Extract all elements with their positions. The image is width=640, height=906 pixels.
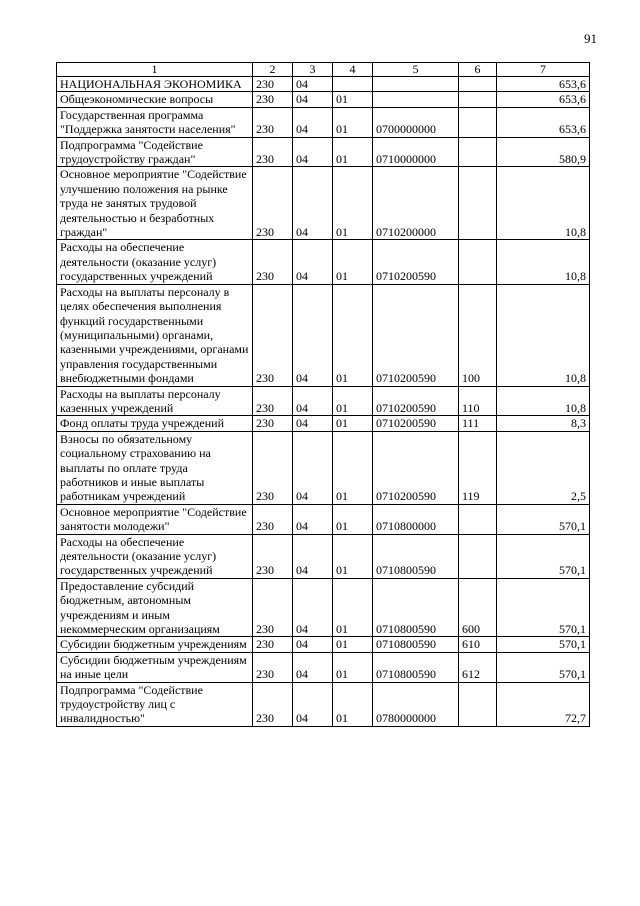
- row-name: Основное мероприятие "Содействие занятости молодежи": [57, 504, 253, 534]
- row-admin-code: 230: [253, 416, 293, 431]
- row-expense-type: 111: [459, 416, 497, 431]
- row-section: 04: [293, 284, 333, 386]
- row-target-article: 0710000000: [373, 137, 459, 167]
- row-admin-code: 230: [253, 167, 293, 240]
- row-subsection: 01: [333, 284, 373, 386]
- page-number: 91: [584, 31, 597, 46]
- table-row: [57, 284, 590, 386]
- row-admin-code: 230: [253, 578, 293, 637]
- row-section: 04: [293, 92, 333, 107]
- row-amount: 570,1: [497, 504, 590, 534]
- row-section: 04: [293, 431, 333, 504]
- row-subsection: 01: [333, 240, 373, 284]
- row-subsection: 01: [333, 534, 373, 578]
- row-target-article: 0710200590: [373, 240, 459, 284]
- row-amount: 8,3: [497, 416, 590, 431]
- column-header: 3: [293, 63, 333, 77]
- row-expense-type: 119: [459, 431, 497, 504]
- table-row: [57, 534, 590, 578]
- row-target-article: 0700000000: [373, 107, 459, 137]
- column-header: 2: [253, 63, 293, 77]
- row-name: Расходы на обеспечение деятельности (оказание услуг) государственных учреждений: [57, 240, 253, 284]
- row-section: 04: [293, 652, 333, 682]
- row-section: 04: [293, 637, 333, 652]
- row-expense-type: 610: [459, 637, 497, 652]
- table-row: [57, 386, 590, 416]
- row-target-article: 0710200590: [373, 431, 459, 504]
- row-name: Расходы на выплаты персоналу казенных учреждений: [57, 386, 253, 416]
- row-subsection: 01: [333, 137, 373, 167]
- row-section: 04: [293, 682, 333, 726]
- row-target-article: 0710200590: [373, 386, 459, 416]
- table-row: [57, 682, 590, 726]
- row-section: 04: [293, 534, 333, 578]
- row-admin-code: 230: [253, 652, 293, 682]
- row-expense-type: [459, 240, 497, 284]
- row-expense-type: [459, 534, 497, 578]
- row-target-article: 0710800590: [373, 534, 459, 578]
- row-name: Фонд оплаты труда учреждений: [57, 416, 253, 431]
- row-amount: 10,8: [497, 240, 590, 284]
- row-section: 04: [293, 107, 333, 137]
- row-target-article: 0710800590: [373, 578, 459, 637]
- row-target-article: 0710800590: [373, 652, 459, 682]
- budget-table: [56, 62, 590, 727]
- row-target-article: 0780000000: [373, 682, 459, 726]
- row-expense-type: [459, 107, 497, 137]
- row-subsection: 01: [333, 431, 373, 504]
- table-row: [57, 504, 590, 534]
- row-section: 04: [293, 77, 333, 92]
- row-section: 04: [293, 578, 333, 637]
- row-expense-type: 100: [459, 284, 497, 386]
- row-expense-type: 612: [459, 652, 497, 682]
- row-subsection: 01: [333, 107, 373, 137]
- row-section: 04: [293, 504, 333, 534]
- row-target-article: 0710200590: [373, 416, 459, 431]
- row-section: 04: [293, 416, 333, 431]
- row-expense-type: 600: [459, 578, 497, 637]
- row-admin-code: 230: [253, 77, 293, 92]
- row-admin-code: 230: [253, 431, 293, 504]
- row-amount: 570,1: [497, 652, 590, 682]
- table-row: [57, 652, 590, 682]
- row-subsection: 01: [333, 92, 373, 107]
- row-amount: 570,1: [497, 578, 590, 637]
- row-target-article: 0710200000: [373, 167, 459, 240]
- row-admin-code: 230: [253, 534, 293, 578]
- row-admin-code: 230: [253, 637, 293, 652]
- row-name: Подпрограмма "Содействие трудоустройству граждан": [57, 137, 253, 167]
- row-section: 04: [293, 386, 333, 416]
- row-subsection: 01: [333, 578, 373, 637]
- row-amount: 653,6: [497, 92, 590, 107]
- row-admin-code: 230: [253, 504, 293, 534]
- row-subsection: 01: [333, 416, 373, 431]
- column-header: 5: [373, 63, 459, 77]
- row-admin-code: 230: [253, 92, 293, 107]
- table-row: [57, 431, 590, 504]
- table-row: [57, 77, 590, 92]
- table-header-row: [57, 63, 590, 77]
- row-admin-code: 230: [253, 284, 293, 386]
- row-target-article: 0710800000: [373, 504, 459, 534]
- table-row: [57, 107, 590, 137]
- table-body: [57, 77, 590, 727]
- row-expense-type: [459, 682, 497, 726]
- row-expense-type: 110: [459, 386, 497, 416]
- row-subsection: 01: [333, 682, 373, 726]
- row-expense-type: [459, 137, 497, 167]
- row-name: Взносы по обязательному социальному страхованию на выплаты по оплате труда работников и иные выплаты работникам учреждений: [57, 431, 253, 504]
- table-row: [57, 167, 590, 240]
- table-row: [57, 416, 590, 431]
- row-name: Субсидии бюджетным учреждениям: [57, 637, 253, 652]
- row-subsection: 01: [333, 652, 373, 682]
- row-admin-code: 230: [253, 240, 293, 284]
- column-header: 4: [333, 63, 373, 77]
- row-target-article: [373, 77, 459, 92]
- table-row: [57, 240, 590, 284]
- row-name: НАЦИОНАЛЬНАЯ ЭКОНОМИКА: [57, 77, 253, 92]
- table-row: [57, 637, 590, 652]
- row-target-article: 0710200590: [373, 284, 459, 386]
- row-admin-code: 230: [253, 682, 293, 726]
- row-name: Общеэкономические вопросы: [57, 92, 253, 107]
- row-name: Субсидии бюджетным учреждениям на иные цели: [57, 652, 253, 682]
- row-expense-type: [459, 167, 497, 240]
- row-subsection: 01: [333, 386, 373, 416]
- row-section: 04: [293, 137, 333, 167]
- row-amount: 570,1: [497, 637, 590, 652]
- row-name: Государственная программа "Поддержка занятости населения": [57, 107, 253, 137]
- row-amount: 2,5: [497, 431, 590, 504]
- column-header: 7: [497, 63, 590, 77]
- row-expense-type: [459, 92, 497, 107]
- row-name: Основное мероприятие "Содействие улучшению положения на рынке труда не занятых трудовой деятельностью и безработных граждан": [57, 167, 253, 240]
- row-name: Расходы на выплаты персоналу в целях обеспечения выполнения функций государственными (муниципальными) органами, казенными учреждениями, органами управления государственными внебюджетными фондами: [57, 284, 253, 386]
- row-amount: 570,1: [497, 534, 590, 578]
- row-amount: 653,6: [497, 77, 590, 92]
- row-admin-code: 230: [253, 386, 293, 416]
- column-header: 6: [459, 63, 497, 77]
- column-header: 1: [57, 63, 253, 77]
- row-name: Расходы на обеспечение деятельности (оказание услуг) государственных учреждений: [57, 534, 253, 578]
- row-amount: 10,8: [497, 284, 590, 386]
- row-target-article: 0710800590: [373, 637, 459, 652]
- row-target-article: [373, 92, 459, 107]
- table-row: [57, 92, 590, 107]
- row-subsection: 01: [333, 504, 373, 534]
- row-subsection: 01: [333, 637, 373, 652]
- row-section: 04: [293, 240, 333, 284]
- row-amount: 72,7: [497, 682, 590, 726]
- row-section: 04: [293, 167, 333, 240]
- row-subsection: [333, 77, 373, 92]
- row-expense-type: [459, 504, 497, 534]
- row-subsection: 01: [333, 167, 373, 240]
- row-name: Подпрограмма "Содействие трудоустройству лиц с инвалидностью": [57, 682, 253, 726]
- row-amount: 580,9: [497, 137, 590, 167]
- row-amount: 10,8: [497, 167, 590, 240]
- row-admin-code: 230: [253, 137, 293, 167]
- row-admin-code: 230: [253, 107, 293, 137]
- table-row: [57, 137, 590, 167]
- table-row: [57, 578, 590, 637]
- row-amount: 653,6: [497, 107, 590, 137]
- row-expense-type: [459, 77, 497, 92]
- row-name: Предоставление субсидий бюджетным, автономным учреждениям и иным некоммерческим организациям: [57, 578, 253, 637]
- row-amount: 10,8: [497, 386, 590, 416]
